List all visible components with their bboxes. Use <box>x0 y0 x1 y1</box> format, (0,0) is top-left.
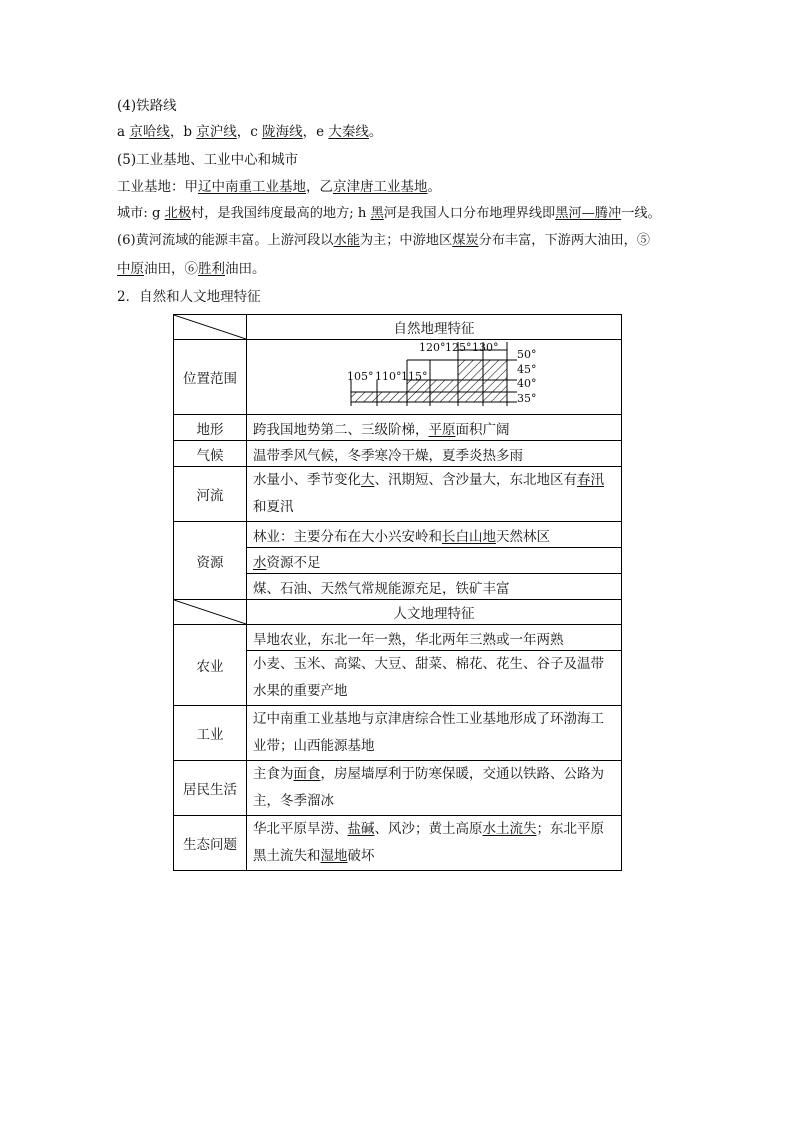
cities-line: 城市: g 北极村，是我国纬度最高的地方; h 黑河是我国人口分布地理界线即黑河—腾冲一线。 <box>117 206 661 221</box>
agriculture-farming: 旱地农业，东北一年一熟，华北两年三熟或一年两熟 <box>247 625 622 651</box>
location-row <box>174 340 622 415</box>
lat-lon-grid-map <box>247 340 622 414</box>
lat-label-45: 45° <box>517 363 537 376</box>
natural-header-row <box>174 315 622 340</box>
lat-label-40: 40° <box>517 377 537 390</box>
diagonal-header-cell <box>174 315 247 340</box>
terrain-text: 跨我国地势第二、三级阶梯，平原面积广阔 <box>247 415 622 441</box>
railway-a: 京哈线 <box>129 124 170 140</box>
resources-forestry: 林业：主要分布在大小兴安岭和长白山地天然林区 <box>247 522 622 548</box>
geography-features-table <box>173 314 622 871</box>
rivers-label: 河流 <box>174 467 247 522</box>
railway-c: 陇海线 <box>262 124 303 140</box>
railway-b: 京沪线 <box>196 124 237 140</box>
resources-row-1 <box>174 522 622 548</box>
diagonal-line-2 <box>174 600 246 624</box>
rivers-row <box>174 467 622 522</box>
location-label: 位置范围 <box>174 340 247 415</box>
life-text: 主食为面食，房屋墙厚利于防寒保暖，交通以铁路、公路为主，冬季溜冰 <box>247 761 622 816</box>
lon-label-125: 125° <box>445 341 472 354</box>
industry-row <box>174 706 622 761</box>
railway-heading: (4)铁路线 <box>117 98 177 114</box>
diagonal-header-cell-2 <box>174 600 247 625</box>
human-header-row <box>174 600 622 625</box>
life-row <box>174 761 622 816</box>
railway-e: 大秦线 <box>328 124 369 140</box>
agriculture-products: 小麦、玉米、高粱、大豆、甜菜、棉花、花生、谷子及温带水果的重要产地 <box>247 651 622 706</box>
resources-label: 资源 <box>174 522 247 600</box>
location-map-cell <box>247 340 622 415</box>
lon-label-115: 115° <box>401 370 428 383</box>
industrial-bases: 工业基地：甲辽中南重工业基地，乙京津唐工业基地。 <box>117 179 441 195</box>
oilfields-line: 中原油田，⑥胜利油田。 <box>117 261 266 277</box>
yellow-river-energy: (6)黄河流域的能源丰富。上游河段以水能为主；中游地区煤炭分布丰富，下游两大油田，⑤ <box>117 233 650 248</box>
lon-label-105: 105° <box>347 370 374 383</box>
industry-text: 辽中南重工业基地与京津唐综合性工业基地形成了环渤海工业带；山西能源基地 <box>247 706 622 761</box>
natural-header: 自然地理特征 <box>247 315 622 340</box>
agriculture-row-1 <box>174 625 622 651</box>
section-heading: 2．自然和人文地理特征 <box>117 289 261 305</box>
lon-label-110: 110° <box>375 370 402 383</box>
ecology-row <box>174 816 622 871</box>
lon-label-120: 120° <box>419 341 446 354</box>
ecology-label: 生态问题 <box>174 816 247 871</box>
climate-text: 温带季风气候，冬季寒冷干燥，夏季炎热多雨 <box>247 441 622 467</box>
climate-row <box>174 441 622 467</box>
resources-energy: 煤、石油、天然气常规能源充足，铁矿丰富 <box>247 574 622 600</box>
terrain-row <box>174 415 622 441</box>
agriculture-label: 农业 <box>174 625 247 706</box>
resources-water: 水资源不足 <box>247 548 622 574</box>
lat-label-35: 35° <box>517 392 537 405</box>
railway-lines: a 京哈线，b 京沪线，c 陇海线，e 大秦线。 <box>117 124 383 140</box>
industry-heading: (5)工业基地、工业中心和城市 <box>117 152 299 168</box>
terrain-label: 地形 <box>174 415 247 441</box>
life-label: 居民生活 <box>174 761 247 816</box>
human-header: 人文地理特征 <box>247 600 622 625</box>
ecology-text: 华北平原旱涝、盐碱、风沙；黄土高原水土流失；东北平原黑土流失和湿地破坏 <box>247 816 622 871</box>
lat-label-50: 50° <box>517 348 537 361</box>
diagonal-line <box>174 315 246 339</box>
rivers-text: 水量小、季节变化大、汛期短、含沙量大，东北地区有春汛和夏汛 <box>247 467 622 522</box>
lon-label-130: 130° <box>472 341 499 354</box>
industry-label: 工业 <box>174 706 247 761</box>
climate-label: 气候 <box>174 441 247 467</box>
